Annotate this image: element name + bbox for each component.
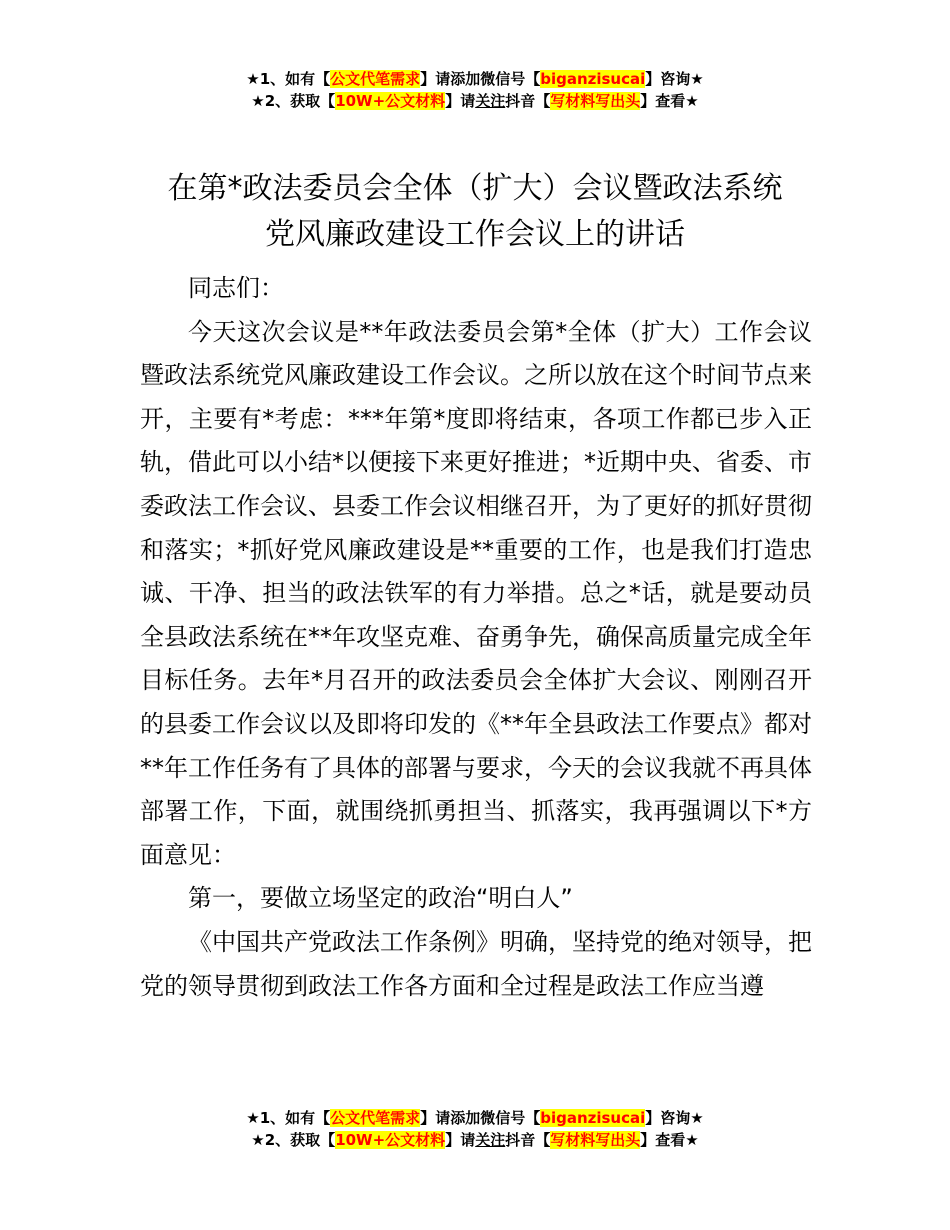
highlight-douyin: 写材料写出头	[550, 92, 641, 110]
header-banner	[0, 68, 950, 112]
highlight-ghostwriting: 公文代笔需求	[330, 70, 421, 88]
section-heading-1: 第一，要做立场坚定的政治“明白人”	[188, 884, 573, 913]
footer-highlight-wechat-id: biganzisucai	[540, 1109, 646, 1127]
title-line-2: 党风廉政建设工作会议上的讲话	[265, 217, 685, 252]
underlined-follow: 关注	[475, 92, 506, 110]
banner-line-2: ★2、获取【10W+公文材料】请关注抖音【写材料写出头】查看★	[251, 92, 699, 110]
paragraph-section-1: 《中国共产党政法工作条例》明确，坚持党的绝对领导，把党的领导贯彻到政法工作各方面和全过程是政法工作应当遵	[140, 927, 812, 1000]
footer-banner-line-2: ★2、获取【10W+公文材料】请关注抖音【写材料写出头】查看★	[251, 1131, 699, 1149]
document-body	[140, 267, 812, 1008]
highlight-materials: 10W+公文材料	[335, 92, 446, 110]
footer-highlight-materials: 10W+公文材料	[335, 1131, 446, 1149]
paragraph-intro: 今天这次会议是**年政法委员会第*全体（扩大）工作会议暨政法系统党风廉政建设工作会议。之所以放在这个时间节点来开，主要有*考虑：***年第*度即将结束，各项工作都已步入正轨，借此可以小结*以便接下来更好推进；*近期中央、省委、市委政法工作会议、县委工作会议相继召开，为了更好的抓好贯彻和落实；*抓好党风廉政建设是**重要的工作，也是我们打造忠诚、干净、担当的政法铁军的有力举措。总之*话，就是要动员全县政法系统在**年攻坚克难、奋勇争先，确保高质量完成全年目标任务。去年*月召开的政法委员会全体扩大会议、刚刚召开的县委工作会议以及即将印发的《**年全县政法工作要点》都对**年工作任务有了具体的部署与要求，今天的会议我就不再具体部署工作，下面，就围绕抓勇担当、抓落实，我再强调以下*方面意见：	[140, 317, 812, 869]
banner-line-1: ★1、如有【公文代笔需求】请添加微信号【biganzisucai】咨询★	[246, 70, 704, 88]
footer-highlight-douyin: 写材料写出头	[550, 1131, 641, 1149]
footer-banner	[0, 1107, 950, 1151]
footer-banner-line-1: ★1、如有【公文代笔需求】请添加微信号【biganzisucai】咨询★	[246, 1109, 704, 1127]
document-title	[100, 166, 850, 258]
greeting: 同志们：	[188, 274, 284, 302]
title-line-1: 在第*政法委员会全体（扩大）会议暨政法系统	[167, 171, 783, 206]
highlight-wechat-id: biganzisucai	[540, 70, 646, 88]
footer-highlight-ghostwriting: 公文代笔需求	[330, 1109, 421, 1127]
footer-underlined-follow: 关注	[475, 1131, 506, 1149]
